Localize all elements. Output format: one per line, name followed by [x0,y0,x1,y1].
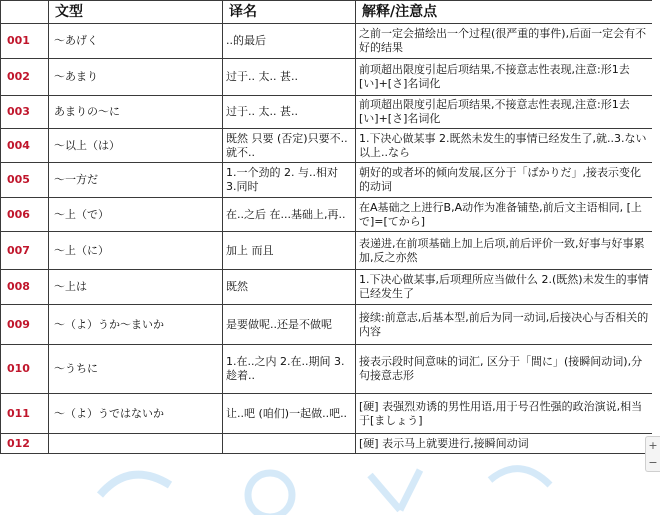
entry-explanation: 接表示段时间意味的词汇, 区分于「間に」(接瞬间动词),分句接意志形 [356,345,653,394]
entry-translation: 1.一个劲的 2. 与..相对 3.同时 [223,163,356,198]
entry-form: ～（よ）うか～まいか [49,305,223,345]
entry-explanation: 前项超出限度引起后项结果,不接意志性表现,注意:形1去[い]+[さ]名词化 [356,59,653,96]
entry-translation: 既然 只要 (否定)只要不..就不.. [223,129,356,163]
entry-translation: ..的最后 [223,24,356,59]
table-row [1,232,653,270]
entry-translation: 加上 而且 [223,232,356,270]
table-row [1,163,653,198]
entry-form [49,434,223,454]
entry-number: 009 [1,305,49,345]
entry-form: ～あまり [49,59,223,96]
entry-form: ～一方だ [49,163,223,198]
entry-translation: 是要做呢..还是不做呢 [223,305,356,345]
table-row [1,59,653,96]
table-row [1,270,653,305]
entry-translation: 1.在..之内 2.在..期间 3.趁着.. [223,345,356,394]
table-row [1,305,653,345]
entry-explanation: 1.下决心做某事 2.既然未发生的事情已经发生了,就..3.ない以上..なら [356,129,653,163]
entry-number: 005 [1,163,49,198]
table-row [1,434,653,454]
entry-explanation: [硬] 表示马上就要进行,接瞬间动词 [356,434,653,454]
table-row [1,96,653,129]
entry-number: 002 [1,59,49,96]
entry-explanation: 1.下决心做某事,后项理所应当做什么 2.(既然)未发生的事情已经发生了 [356,270,653,305]
entry-explanation: 前项超出限度引起后项结果,不接意志性表现,注意:形1去[い]+[さ]名词化 [356,96,653,129]
table-row [1,198,653,232]
entry-explanation: 接续:前意志,后基本型,前后为同一动词,后接决心与否相关的内容 [356,305,653,345]
entry-form: ～うちに [49,345,223,394]
entry-number: 008 [1,270,49,305]
entry-translation: 过于.. 太.. 甚.. [223,96,356,129]
entry-explanation: [硬] 表强烈劝诱的男性用语,用于号召性强的政治演说,相当于[ましょう] [356,394,653,434]
header-explanation: 解释/注意点 [356,1,653,24]
entry-number: 011 [1,394,49,434]
entry-number: 001 [1,24,49,59]
entry-form: ～あげく [49,24,223,59]
entry-translation: 过于.. 太.. 甚.. [223,59,356,96]
entry-translation [223,434,356,454]
plus-icon[interactable]: + [648,439,658,452]
entry-translation: 既然 [223,270,356,305]
header-no [1,1,49,24]
zoom-control[interactable] [645,436,660,472]
entry-form: ～上（で） [49,198,223,232]
header-row [1,1,653,24]
entry-explanation: 在A基础之上进行B,A动作为准备铺垫,前后文主语相同, [上で]=[てから] [356,198,653,232]
entry-number: 006 [1,198,49,232]
entry-form: あまりの～に [49,96,223,129]
entry-explanation: 朝好的或者坏的倾向发展,区分于「ばかりだ」,接表示变化的动词 [356,163,653,198]
entry-form: ～（よ）うではないか [49,394,223,434]
entry-number: 007 [1,232,49,270]
entry-translation: 在..之后 在...基础上,再.. [223,198,356,232]
minus-icon[interactable]: − [648,456,658,469]
entry-form: ～以上（は） [49,129,223,163]
entry-number: 010 [1,345,49,394]
header-translation: 译名 [223,1,356,24]
table-row [1,345,653,394]
entry-translation: 让..吧 (咱们)一起做..吧.. [223,394,356,434]
entry-form: ～上は [49,270,223,305]
entry-form: ～上（に） [49,232,223,270]
entry-number: 003 [1,96,49,129]
entry-explanation: 之前一定会描绘出一个过程(很严重的事件),后面一定会有不好的结果 [356,24,653,59]
table-row [1,394,653,434]
entry-number: 012 [1,434,49,454]
table-row [1,24,653,59]
entry-number: 004 [1,129,49,163]
header-form: 文型 [49,1,223,24]
table-row [1,129,653,163]
entry-explanation: 表递进,在前项基础上加上后项,前后评价一致,好事与好事累加,反之亦然 [356,232,653,270]
